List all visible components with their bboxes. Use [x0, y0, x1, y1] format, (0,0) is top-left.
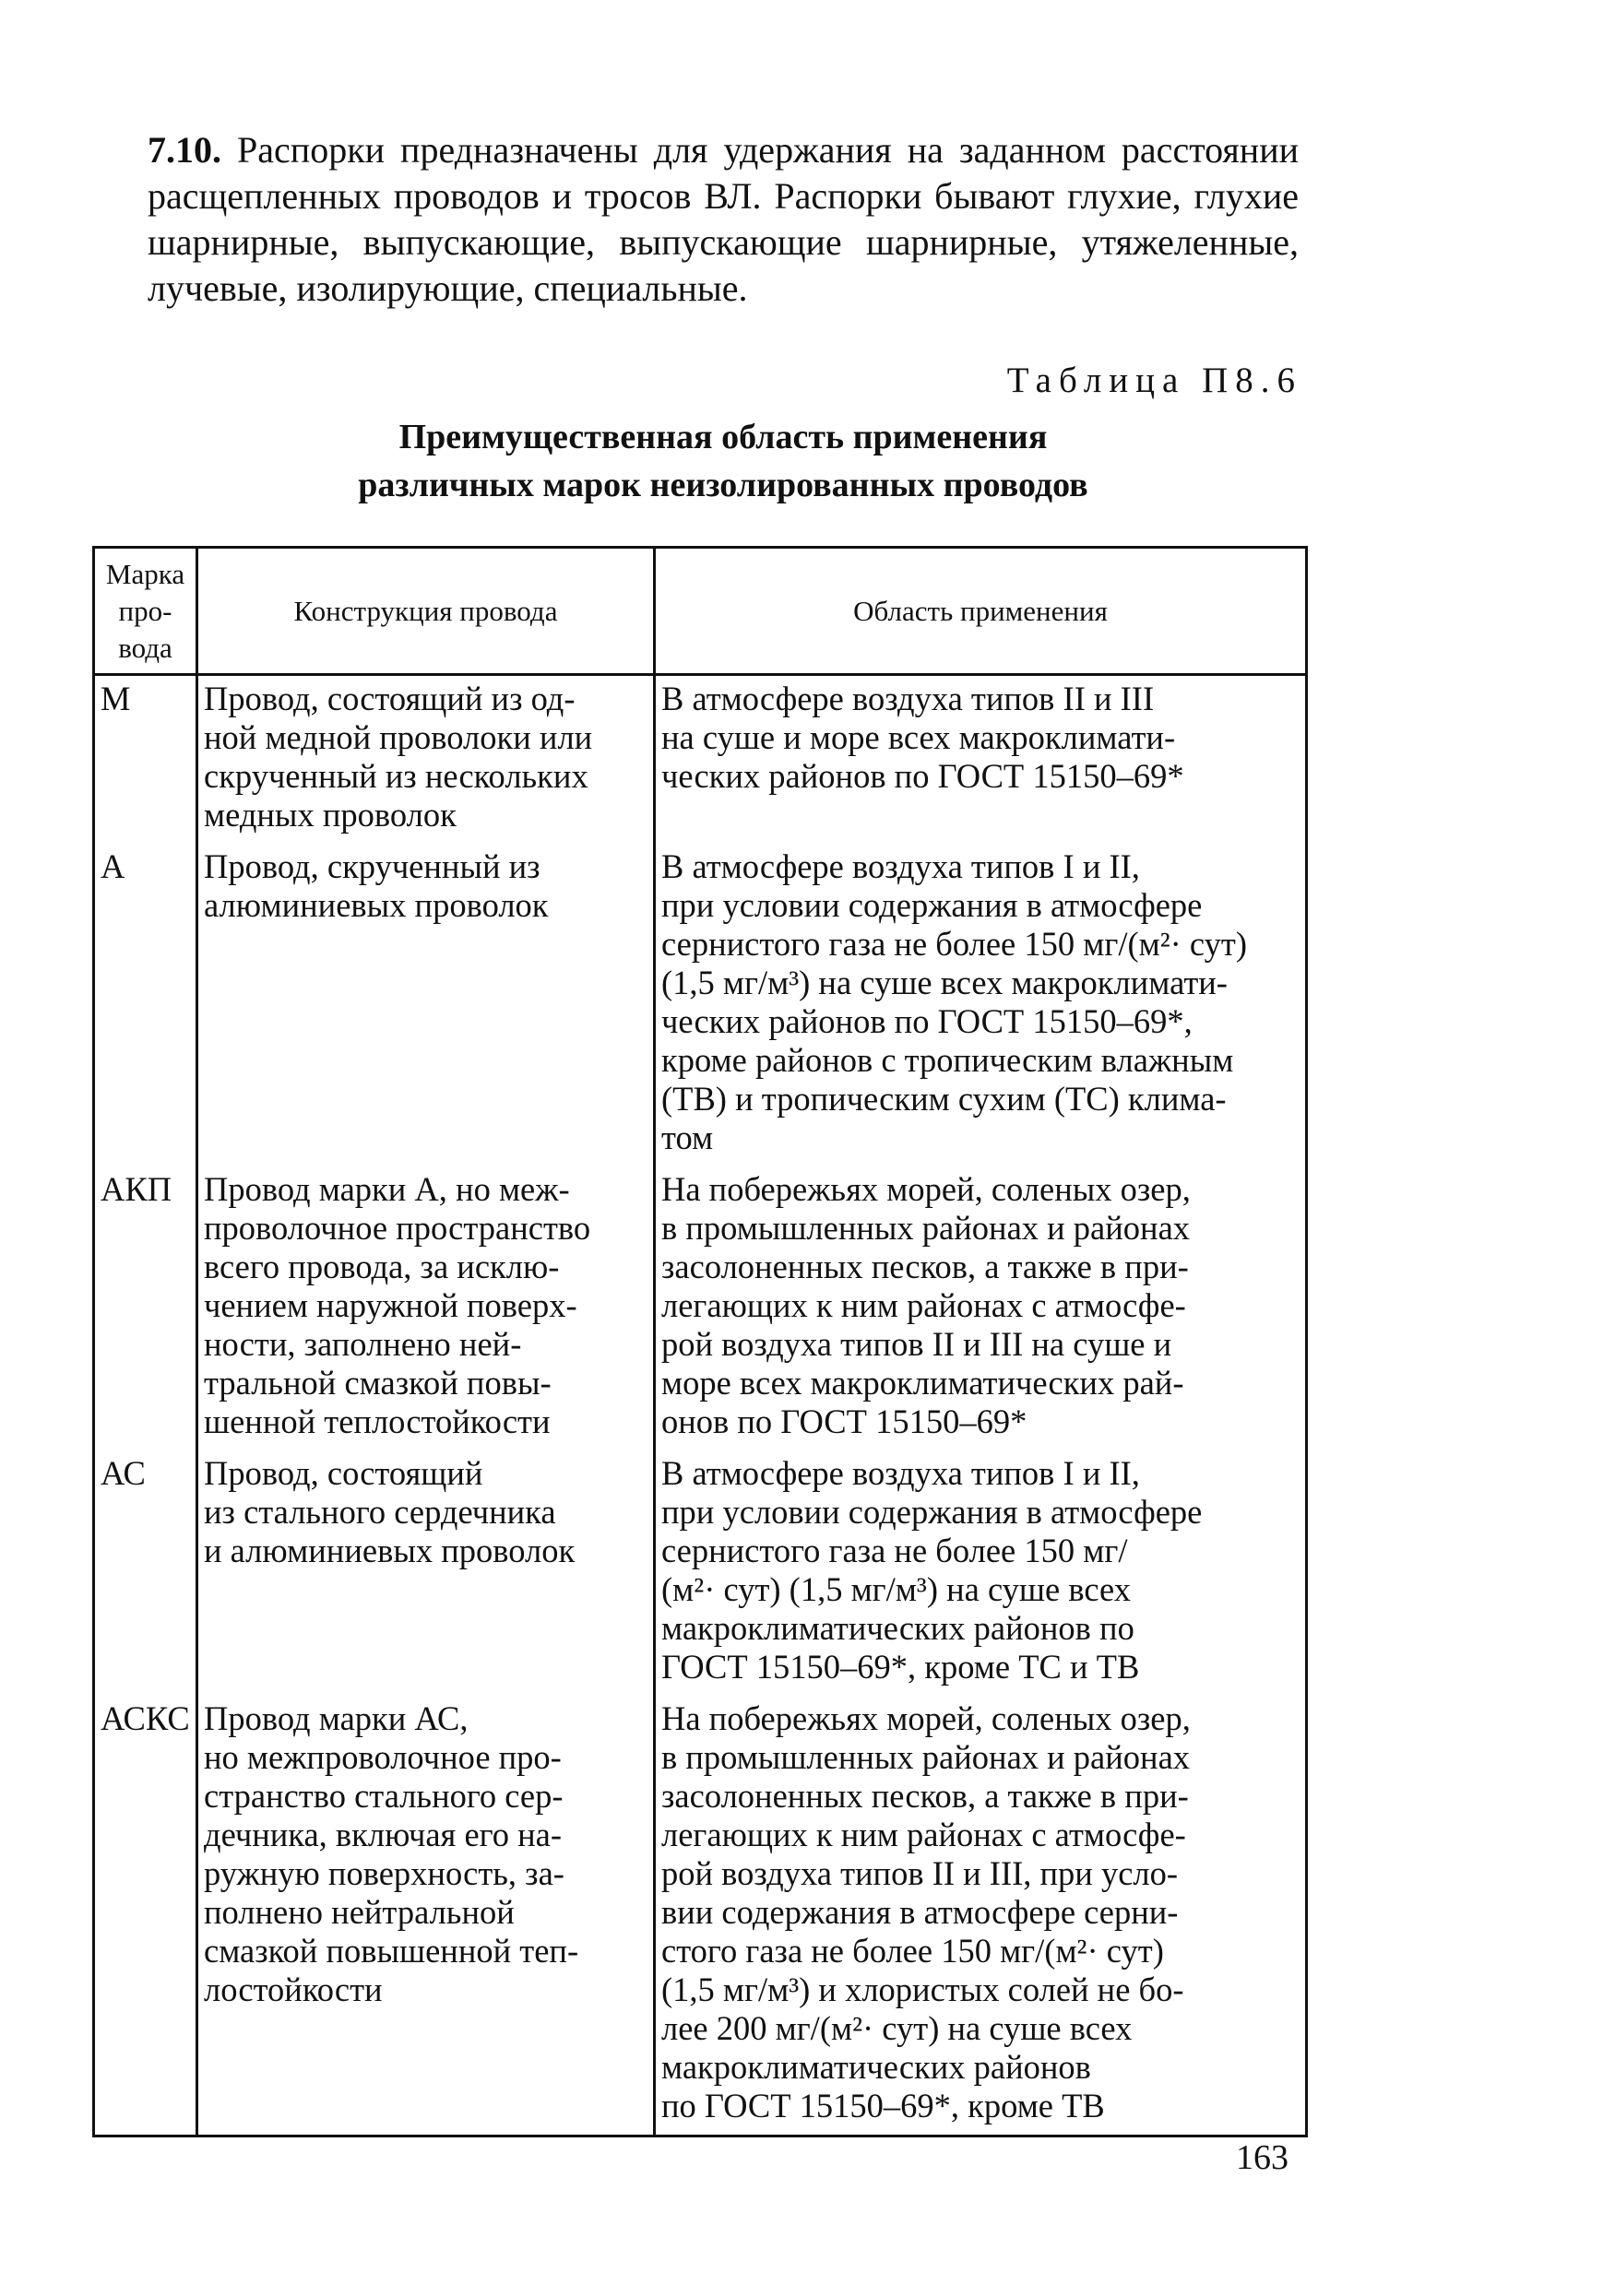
cell-application	[655, 1166, 1307, 1450]
application-line: стого газа не более 150 мг/(м²· сут)	[661, 1932, 1164, 1970]
section-number: 7.10.	[148, 129, 221, 171]
construction-line: чением наружной поверх-	[204, 1286, 577, 1324]
application-line: легающих к ним районах с атмосфе-	[661, 1816, 1186, 1853]
application-line: рой воздуха типов II и III на суше и	[661, 1325, 1172, 1363]
application-line: в промышленных районах и районах	[661, 1738, 1191, 1776]
application-line: по ГОСТ 15150–69*, кроме ТВ	[661, 2087, 1105, 2124]
application-line: ГОСТ 15150–69*, кроме ТС и ТВ	[661, 1648, 1140, 1686]
application-line: ческих районов по ГОСТ 15150–69*,	[661, 1002, 1193, 1040]
application-line: (м²· сут) (1,5 мг/м³) на суше всех	[661, 1570, 1132, 1608]
application-line: в промышленных районах и районах	[661, 1209, 1191, 1247]
table-row	[94, 1166, 1307, 1450]
application-line: В атмосфере воздуха типов I и II,	[661, 1454, 1140, 1492]
cell-brand: А	[94, 844, 197, 1166]
caption-line-2: различных марок неизолированных проводов	[358, 466, 1088, 504]
table-header-row	[94, 548, 1307, 675]
construction-line: лостойкости	[204, 1971, 383, 2008]
construction-line: проволочное пространство	[204, 1209, 591, 1247]
application-line: вии содержания в атмосфере серни-	[661, 1893, 1179, 1931]
construction-line: ности, заполнено ней-	[204, 1325, 522, 1363]
cell-application	[655, 1696, 1307, 2136]
application-line: макроклиматических районов по	[661, 1609, 1134, 1647]
header-brand-line: Марка	[105, 557, 185, 590]
construction-line: и алюминиевых проволок	[204, 1532, 576, 1569]
construction-line: всего провода, за исклю-	[204, 1248, 560, 1285]
cell-brand: АКП	[94, 1166, 197, 1450]
construction-line: шенной теплостойкости	[204, 1402, 551, 1440]
construction-line: дечника, включая его на-	[204, 1816, 562, 1853]
cell-construction	[197, 1450, 655, 1696]
cell-construction	[197, 1166, 655, 1450]
application-line: На побережьях морей, соленых озер,	[661, 1699, 1191, 1737]
table-row	[94, 1450, 1307, 1696]
cell-brand: АСКС	[94, 1696, 197, 2136]
application-line: онов по ГОСТ 15150–69*	[661, 1402, 1027, 1440]
construction-line: скрученный из нескольких	[204, 757, 588, 795]
cell-construction	[197, 844, 655, 1166]
application-line: макроклиматических районов	[661, 2048, 1091, 2086]
construction-line: ной медной проволоки или	[204, 718, 593, 756]
construction-line: полнено нейтральной	[204, 1893, 515, 1931]
construction-line: Провод, состоящий из од-	[204, 680, 576, 717]
section-text: Распорки предназначены для удержания на заданном расстоянии расщепленных проводов и тросов ВЛ. Распорки бывают глухие, глухие шарнирные, выпускающие, выпускающие шарнирные, утяжеленные, лучевые, изолирующие, специальные.	[148, 129, 1300, 309]
application-line: при условии содержания в атмосфере	[661, 886, 1203, 924]
cell-application	[655, 675, 1307, 845]
construction-line: но межпроволочное про-	[204, 1738, 562, 1776]
application-line: том	[661, 1118, 714, 1156]
application-line: В атмосфере воздуха типов II и III	[661, 680, 1155, 717]
table-caption	[148, 413, 1299, 509]
application-line: при условии содержания в атмосфере	[661, 1493, 1203, 1531]
page-number: 163	[1236, 2138, 1288, 2177]
construction-line: Провод, состоящий	[204, 1454, 483, 1492]
application-line: (ТВ) и тропическим сухим (ТС) клима-	[661, 1080, 1227, 1118]
header-brand-line: вода	[118, 631, 172, 664]
construction-line: ружную поверхность, за-	[204, 1854, 564, 1892]
application-line: (1,5 мг/м³) и хлористых солей не бо-	[661, 1971, 1184, 2008]
application-line: сернистого газа не более 150 мг/(м²· сут)	[661, 925, 1248, 963]
table-row	[94, 675, 1307, 845]
header-brand-line: про-	[118, 594, 172, 627]
header-application: Область применения	[655, 548, 1307, 675]
application-line: В атмосфере воздуха типов I и II,	[661, 847, 1140, 885]
application-line: На побережьях морей, соленых озер,	[661, 1170, 1191, 1208]
application-line: рой воздуха типов II и III, при усло-	[661, 1854, 1179, 1892]
header-construction: Конструкция провода	[197, 548, 655, 675]
table-body	[94, 675, 1307, 2136]
construction-line: Провод марки АС,	[204, 1699, 469, 1737]
caption-line-1: Преимущественная область применения	[398, 418, 1048, 456]
construction-line: странство стального сер-	[204, 1777, 564, 1815]
cell-construction	[197, 1696, 655, 2136]
application-line: легающих к ним районах с атмосфе-	[661, 1286, 1186, 1324]
cell-construction	[197, 675, 655, 845]
application-line: ческих районов по ГОСТ 15150–69*	[661, 757, 1184, 795]
table-label: Таблица П8.6	[1006, 361, 1302, 400]
construction-line: Провод, скрученный из	[204, 847, 540, 885]
application-line: лее 200 мг/(м²· сут) на суше всех	[661, 2009, 1133, 2047]
header-brand	[94, 548, 197, 675]
application-line: засолоненных песков, а также в при-	[661, 1248, 1189, 1285]
construction-line: алюминиевых проволок	[204, 886, 549, 924]
wire-brands-table	[92, 546, 1308, 2137]
application-line: засолоненных песков, а также в при-	[661, 1777, 1189, 1815]
construction-line: смазкой повышенной теп-	[204, 1932, 579, 1970]
cell-brand: М	[94, 675, 197, 845]
application-line: море всех макроклиматических рай-	[661, 1364, 1184, 1402]
application-line: кроме районов с тропическим влажным	[661, 1041, 1234, 1079]
construction-line: тральной смазкой повы-	[204, 1364, 552, 1402]
cell-brand: АС	[94, 1450, 197, 1696]
construction-line: из стального сердечника	[204, 1493, 556, 1531]
application-line: на суше и море всех макроклимати-	[661, 718, 1176, 756]
cell-application	[655, 844, 1307, 1166]
application-line: сернистого газа не более 150 мг/	[661, 1532, 1128, 1569]
table-row	[94, 1696, 1307, 2136]
section-paragraph	[148, 127, 1299, 312]
cell-application	[655, 1450, 1307, 1696]
table-row	[94, 844, 1307, 1166]
construction-line: Провод марки А, но меж-	[204, 1170, 570, 1208]
application-line: (1,5 мг/м³) на суше всех макроклимати-	[661, 964, 1228, 1001]
construction-line: медных проволок	[204, 796, 457, 834]
